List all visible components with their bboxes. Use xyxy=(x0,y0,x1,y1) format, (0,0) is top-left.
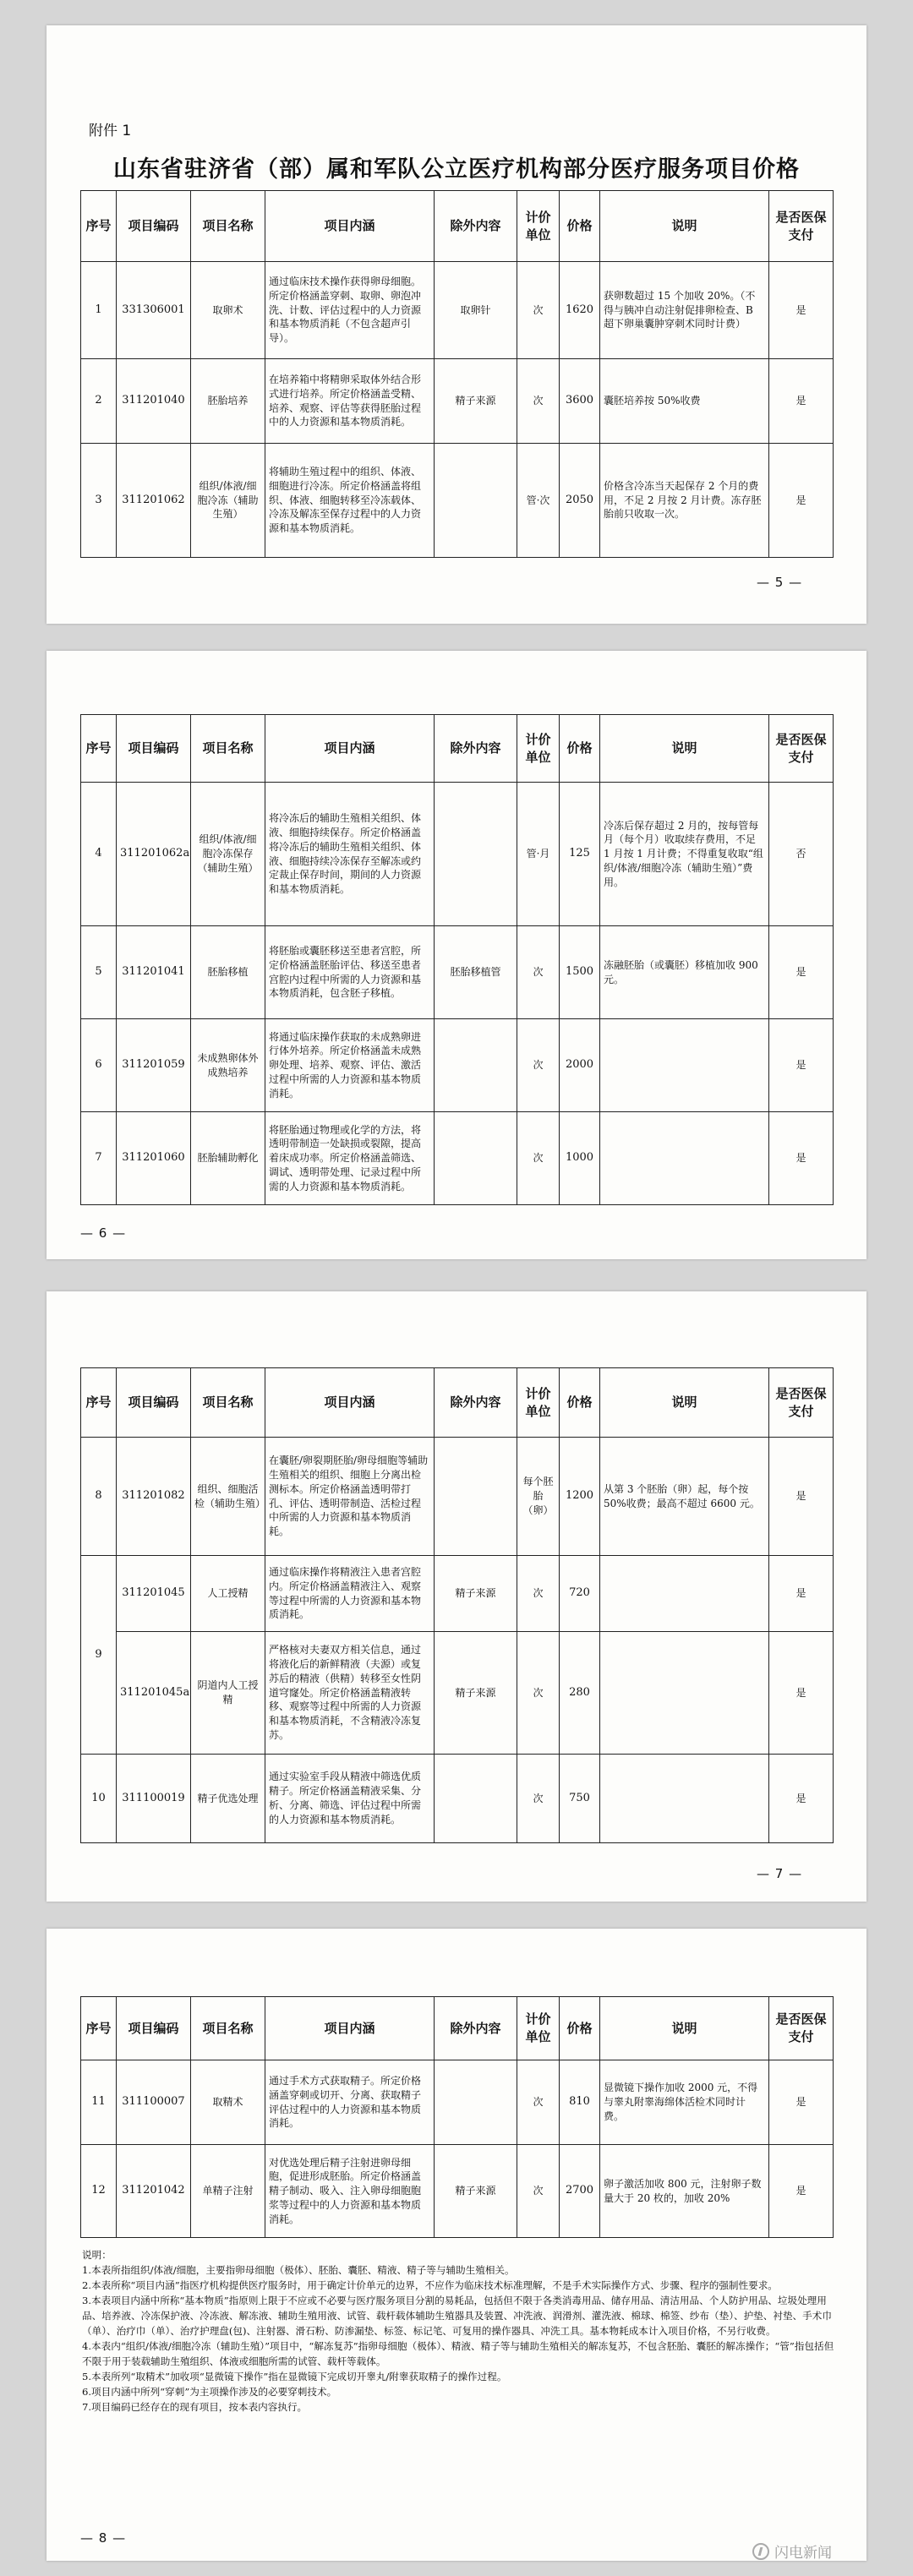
col-content: 项目内涵 xyxy=(265,715,435,783)
cell-seq: 3 xyxy=(81,444,117,558)
cell-price: 280 xyxy=(560,1632,600,1755)
col-name: 项目名称 xyxy=(191,1997,265,2060)
cell-price: 810 xyxy=(560,2060,600,2145)
cell-price: 3600 xyxy=(560,359,600,444)
cell-code: 311201062a xyxy=(117,783,191,926)
cell-insured: 是 xyxy=(769,1556,834,1632)
page-2 xyxy=(46,651,867,1259)
cell-insured: 是 xyxy=(769,1755,834,1843)
cell-content: 对优选处理后精子注射进卵母细胞，促进形成胚胎。所定价格涵盖精子制动、吸入、注入卵母细胞胞浆等过程中的人力资源和基本物质消耗。 xyxy=(265,2145,435,2238)
cell-exclude xyxy=(435,2060,517,2145)
note-item: 6.项目内涵中所列“穿刺”为主项操作涉及的必要穿刺技术。 xyxy=(82,2385,337,2398)
cell-name: 胚胎培养 xyxy=(191,359,265,444)
cell-exclude xyxy=(435,1438,517,1556)
note-item: 5.本表所列“取精术”加收项“显微镜下操作”指在显微镜下完成切开睾丸/附睾获取精子的操作过程。 xyxy=(82,2370,507,2382)
col-insured: 是否医保支付 xyxy=(769,1997,834,2060)
cell-name: 阴道内人工授精 xyxy=(191,1632,265,1755)
cell-name: 组织、细胞活检（辅助生殖） xyxy=(191,1438,265,1556)
lightning-logo-icon xyxy=(752,2543,769,2560)
page-1 xyxy=(46,25,867,624)
cell-note: 卵子激活加收 800 元，注射卵子数量大于 20 枚的，加收 20% xyxy=(600,2145,769,2238)
cell-exclude: 胚胎移植管 xyxy=(435,926,517,1019)
cell-content: 在囊胚/卵裂期胚胎/卵母细胞等辅助生殖相关的组织、细胞上分离出检测标本。所定价格涵盖透明带打孔、评估、透明带制造、活检过程中所需的人力资源和基本物质消耗。 xyxy=(265,1438,435,1556)
cell-exclude: 精子来源 xyxy=(435,2145,517,2238)
col-exclude: 除外内容 xyxy=(435,191,517,262)
note-item: 2.本表所称“项目内涵”指医疗机构提供医疗服务时，用于确定计价单元的边界，不应作为临床技术标准理解，不是手术实际操作方式、步骤、程序的强制性要求。 xyxy=(82,2279,778,2291)
cell-unit: 次 xyxy=(517,359,560,444)
cell-exclude: 取卵针 xyxy=(435,262,517,359)
cell-price: 125 xyxy=(560,783,600,926)
table-header-row xyxy=(81,191,834,262)
cell-code: 311201045 xyxy=(117,1556,191,1632)
table-row xyxy=(81,359,834,444)
cell-seq: 9 xyxy=(81,1556,117,1755)
cell-content: 将胚胎或囊胚移送至患者宫腔，所定价格涵盖胚胎评估、移送至患者宫腔内过程中所需的人力资源和基本物质消耗，包含胚子移植。 xyxy=(265,926,435,1019)
cell-seq: 7 xyxy=(81,1112,117,1205)
page-number: — 7 — xyxy=(757,1866,803,1881)
col-note: 说明 xyxy=(600,191,769,262)
cell-note: 从第 3 个胚胎（卵）起，每个按 50%收费；最高不超过 6600 元。 xyxy=(600,1438,769,1556)
cell-note: 获卵数超过 15 个加收 20%。（不得与胰冲自动注射促排卵检查、B 超下卵巢囊肿穿刺术同时计费） xyxy=(600,262,769,359)
cell-seq: 1 xyxy=(81,262,117,359)
cell-exclude xyxy=(435,1019,517,1112)
table-row xyxy=(81,262,834,359)
cell-content: 在培养箱中将精卵采取体外结合形式进行培养。所定价格涵盖受精、培养、观察、评估等获得胚胎过程中的人力资源和基本物质消耗。 xyxy=(265,359,435,444)
cell-unit: 次 xyxy=(517,262,560,359)
cell-content: 将冷冻后的辅助生殖相关组织、体液、细胞持续保存。所定价格涵盖将冷冻后的辅助生殖相关组织、体液、细胞持续冷冻保存至解冻或约定裁止保存时间，期间的人力资源和基本物质消耗。 xyxy=(265,783,435,926)
cell-price: 2050 xyxy=(560,444,600,558)
cell-note xyxy=(600,1112,769,1205)
col-unit: 计价单位 xyxy=(517,1368,560,1438)
cell-price: 1000 xyxy=(560,1112,600,1205)
cell-seq: 4 xyxy=(81,783,117,926)
cell-insured: 是 xyxy=(769,444,834,558)
price-table-page-4 xyxy=(80,1996,834,2238)
cell-unit: 次 xyxy=(517,2060,560,2145)
cell-note: 价格含冷冻当天起保存 2 个月的费用，不足 2 月按 2 月计费。冻存胚胎前只收取一次。 xyxy=(600,444,769,558)
cell-price: 1620 xyxy=(560,262,600,359)
cell-insured: 是 xyxy=(769,1438,834,1556)
cell-name: 胚胎辅助孵化 xyxy=(191,1112,265,1205)
col-seq: 序号 xyxy=(81,715,117,783)
cell-name: 取精术 xyxy=(191,2060,265,2145)
note-item: 7.项目编码已经存在的现有项目，按本表内容执行。 xyxy=(82,2400,308,2413)
table-row xyxy=(81,783,834,926)
cell-code: 311201082 xyxy=(117,1438,191,1556)
table-row xyxy=(81,1755,834,1843)
cell-note xyxy=(600,1632,769,1755)
cell-insured: 是 xyxy=(769,926,834,1019)
col-price: 价格 xyxy=(560,191,600,262)
cell-content: 通过临床操作将精液注入患者宫腔内。所定价格涵盖精液注入、观察等过程中所需的人力资源和基本物质消耗。 xyxy=(265,1556,435,1632)
cell-note: 冷冻后保存超过 2 月的，按每管每月（每个月）收取续存费用，不足 1 月按 1 月计费；不得重复收取“组织/体液/细胞冷冻（辅助生殖）”费用。 xyxy=(600,783,769,926)
note-item: 3.本表项目内涵中所称“基本物质”指原则上限于不应或不必要与医疗服务项目分割的易耗品，包括但不限于各类消毒用品、储存用品、清洁用品、个人防护用品、垃圾处理用品、培养液、冷冻保护液、冷冻液、解冻液、辅助生殖用液、试管、载杆载体辅助生殖器具及装置、冲洗液、润滑剂、灌洗液、棉球、棉签、纱布（垫）、护垫、衬垫、手术巾（单）、治疗巾（单）、治疗护理盘(包)、注射器、滑石粉、防渗漏垫、标签、标记笔、可复用的操作器具、冲洗工具。基本物耗成本计入项目价格，不另行收费。 xyxy=(82,2294,832,2337)
cell-name: 人工授精 xyxy=(191,1556,265,1632)
page-number: — 5 — xyxy=(757,575,803,590)
cell-insured: 是 xyxy=(769,2145,834,2238)
cell-unit: 管·月 xyxy=(517,783,560,926)
cell-note xyxy=(600,1019,769,1112)
col-name: 项目名称 xyxy=(191,715,265,783)
cell-seq: 6 xyxy=(81,1019,117,1112)
cell-price: 1200 xyxy=(560,1438,600,1556)
cell-name: 组织/体液/细胞冷冻（辅助生殖） xyxy=(191,444,265,558)
col-insured: 是否医保支付 xyxy=(769,1368,834,1438)
col-name: 项目名称 xyxy=(191,1368,265,1438)
cell-unit: 次 xyxy=(517,2145,560,2238)
cell-insured: 是 xyxy=(769,1112,834,1205)
col-insured: 是否医保支付 xyxy=(769,715,834,783)
cell-price: 750 xyxy=(560,1755,600,1843)
cell-unit: 管·次 xyxy=(517,444,560,558)
col-insured: 是否医保支付 xyxy=(769,191,834,262)
attachment-label: 附件 1 xyxy=(89,123,132,139)
page-number: — 6 — xyxy=(80,1225,127,1241)
table-row xyxy=(81,1112,834,1205)
cell-exclude xyxy=(435,1755,517,1843)
cell-seq: 8 xyxy=(81,1438,117,1556)
cell-unit: 次 xyxy=(517,1632,560,1755)
cell-insured: 否 xyxy=(769,783,834,926)
cell-insured: 是 xyxy=(769,359,834,444)
table-row xyxy=(81,1438,834,1556)
col-seq: 序号 xyxy=(81,191,117,262)
col-price: 价格 xyxy=(560,1997,600,2060)
cell-note: 囊胚培养按 50%收费 xyxy=(600,359,769,444)
cell-code: 311201040 xyxy=(117,359,191,444)
col-exclude: 除外内容 xyxy=(435,1368,517,1438)
cell-code: 311201045a xyxy=(117,1632,191,1755)
cell-name: 单精子注射 xyxy=(191,2145,265,2238)
cell-price: 1500 xyxy=(560,926,600,1019)
cell-note xyxy=(600,1755,769,1843)
page-4 xyxy=(46,1929,867,2561)
cell-exclude xyxy=(435,1112,517,1205)
col-exclude: 除外内容 xyxy=(435,1997,517,2060)
table-row xyxy=(81,1632,834,1755)
cell-insured: 是 xyxy=(769,262,834,359)
table-row xyxy=(81,1556,834,1632)
cell-seq: 11 xyxy=(81,2060,117,2145)
cell-unit: 每个胚胎（卵） xyxy=(517,1438,560,1556)
watermark xyxy=(752,2541,832,2562)
cell-insured: 是 xyxy=(769,1632,834,1755)
cell-price: 2700 xyxy=(560,2145,600,2238)
cell-content: 通过手术方式获取精子。所定价格涵盖穿刺或切开、分离、获取精子评估过程中的人力资源和基本物质消耗。 xyxy=(265,2060,435,2145)
cell-seq: 5 xyxy=(81,926,117,1019)
cell-unit: 次 xyxy=(517,1556,560,1632)
cell-note: 显微镜下操作加收 2000 元，不得与睾丸附睾海绵体活检术同时计费。 xyxy=(600,2060,769,2145)
table-row xyxy=(81,2145,834,2238)
cell-content: 将通过临床操作获取的未成熟卵进行体外培养。所定价格涵盖未成熟卵处理、培养、观察、评估、激活过程中所需的人力资源和基本物质消耗。 xyxy=(265,1019,435,1112)
cell-content: 通过临床技术操作获得卵母细胞。所定价格涵盖穿刺、取卵、卵泡冲洗、计数、评估过程中的人力资源和基本物质消耗（不包含超声引导）。 xyxy=(265,262,435,359)
table-row xyxy=(81,444,834,558)
cell-code: 331306001 xyxy=(117,262,191,359)
cell-note: 冻融胚胎（或囊胚）移植加收 900 元。 xyxy=(600,926,769,1019)
table-row xyxy=(81,1019,834,1112)
page-3 xyxy=(46,1291,867,1902)
table-header-row xyxy=(81,715,834,783)
cell-code: 311100007 xyxy=(117,2060,191,2145)
page-number: — 8 — xyxy=(80,2530,127,2546)
cell-insured: 是 xyxy=(769,1019,834,1112)
cell-seq: 10 xyxy=(81,1755,117,1843)
col-price: 价格 xyxy=(560,1368,600,1438)
cell-code: 311201042 xyxy=(117,2145,191,2238)
cell-note xyxy=(600,1556,769,1632)
cell-code: 311201041 xyxy=(117,926,191,1019)
cell-code: 311201062 xyxy=(117,444,191,558)
document-title: 山东省驻济省（部）属和军队公立医疗机构部分医疗服务项目价格 xyxy=(113,156,800,183)
cell-code: 311201059 xyxy=(117,1019,191,1112)
cell-unit: 次 xyxy=(517,1755,560,1843)
notes-section xyxy=(82,2248,834,2415)
cell-exclude xyxy=(435,444,517,558)
col-seq: 序号 xyxy=(81,1368,117,1438)
cell-insured: 是 xyxy=(769,2060,834,2145)
cell-name: 胚胎移植 xyxy=(191,926,265,1019)
col-code: 项目编码 xyxy=(117,191,191,262)
cell-code: 311100019 xyxy=(117,1755,191,1843)
col-seq: 序号 xyxy=(81,1997,117,2060)
col-code: 项目编码 xyxy=(117,1368,191,1438)
cell-name: 取卵术 xyxy=(191,262,265,359)
col-code: 项目编码 xyxy=(117,715,191,783)
cell-name: 组织/体液/细胞冷冻保存（辅助生殖） xyxy=(191,783,265,926)
table-row xyxy=(81,926,834,1019)
watermark-text: 闪电新闻 xyxy=(774,2545,832,2562)
cell-unit: 次 xyxy=(517,1019,560,1112)
col-unit: 计价单位 xyxy=(517,715,560,783)
price-table-page-2 xyxy=(80,714,834,1205)
note-item: 1.本表所指组织/体液/细胞，主要指卵母细胞（极体）、胚胎、囊胚、精液、精子等与辅助生殖相关。 xyxy=(82,2263,515,2276)
cell-seq: 12 xyxy=(81,2145,117,2238)
cell-exclude: 精子来源 xyxy=(435,1632,517,1755)
price-table-page-3 xyxy=(80,1367,834,1843)
cell-seq: 2 xyxy=(81,359,117,444)
col-note: 说明 xyxy=(600,715,769,783)
cell-content: 将辅助生殖过程中的组织、体液、细胞进行冷冻。所定价格涵盖将组织、体液、细胞转移至冷冻载体、冷冻及解冻至保存过程中的人力资源和基本物质消耗。 xyxy=(265,444,435,558)
cell-code: 311201060 xyxy=(117,1112,191,1205)
col-price: 价格 xyxy=(560,715,600,783)
col-content: 项目内涵 xyxy=(265,1997,435,2060)
cell-unit: 次 xyxy=(517,926,560,1019)
notes-heading: 说明： xyxy=(82,2249,112,2261)
col-name: 项目名称 xyxy=(191,191,265,262)
cell-exclude xyxy=(435,783,517,926)
col-note: 说明 xyxy=(600,1997,769,2060)
note-item: 4.本表内“组织/体液/细胞冷冻（辅助生殖）”项目中，“解冻复苏”指卵母细胞（极体）、精液、精子等与辅助生殖相关的解冻复苏，不包含胚胎、囊胚的解冻操作；“管”指包括但不限于用于装载辅助生殖组织、体液或细胞所需的试管、载杆等载体。 xyxy=(82,2339,834,2367)
col-unit: 计价单位 xyxy=(517,191,560,262)
cell-content: 将胚胎通过物理或化学的方法，将透明带制造一处缺损或裂隙，提高着床成功率。所定价格涵盖筛选、调试、透明带处理、记录过程中所需的人力资源和基本物质消耗。 xyxy=(265,1112,435,1205)
table-row xyxy=(81,2060,834,2145)
cell-unit: 次 xyxy=(517,1112,560,1205)
cell-name: 精子优选处理 xyxy=(191,1755,265,1843)
col-content: 项目内涵 xyxy=(265,191,435,262)
col-exclude: 除外内容 xyxy=(435,715,517,783)
cell-exclude: 精子来源 xyxy=(435,359,517,444)
table-header-row xyxy=(81,1997,834,2060)
table-header-row xyxy=(81,1368,834,1438)
cell-price: 2000 xyxy=(560,1019,600,1112)
cell-price: 720 xyxy=(560,1556,600,1632)
col-code: 项目编码 xyxy=(117,1997,191,2060)
cell-name: 未成熟卵体外成熟培养 xyxy=(191,1019,265,1112)
col-content: 项目内涵 xyxy=(265,1368,435,1438)
cell-content: 严格核对夫妻双方相关信息，通过将液化后的新鲜精液（夫源）或复苏后的精液（供精）转移至女性阴道穹窿处。所定价格涵盖精液转移、观察等过程中所需的人力资源和基本物质消耗，不含精液冷冻复苏。 xyxy=(265,1632,435,1755)
col-note: 说明 xyxy=(600,1368,769,1438)
cell-exclude: 精子来源 xyxy=(435,1556,517,1632)
col-unit: 计价单位 xyxy=(517,1997,560,2060)
price-table-page-1 xyxy=(80,190,834,558)
cell-content: 通过实验室手段从精液中筛选优质精子。所定价格涵盖精液采集、分析、分离、筛选、评估过程中所需的人力资源和基本物质消耗。 xyxy=(265,1755,435,1843)
